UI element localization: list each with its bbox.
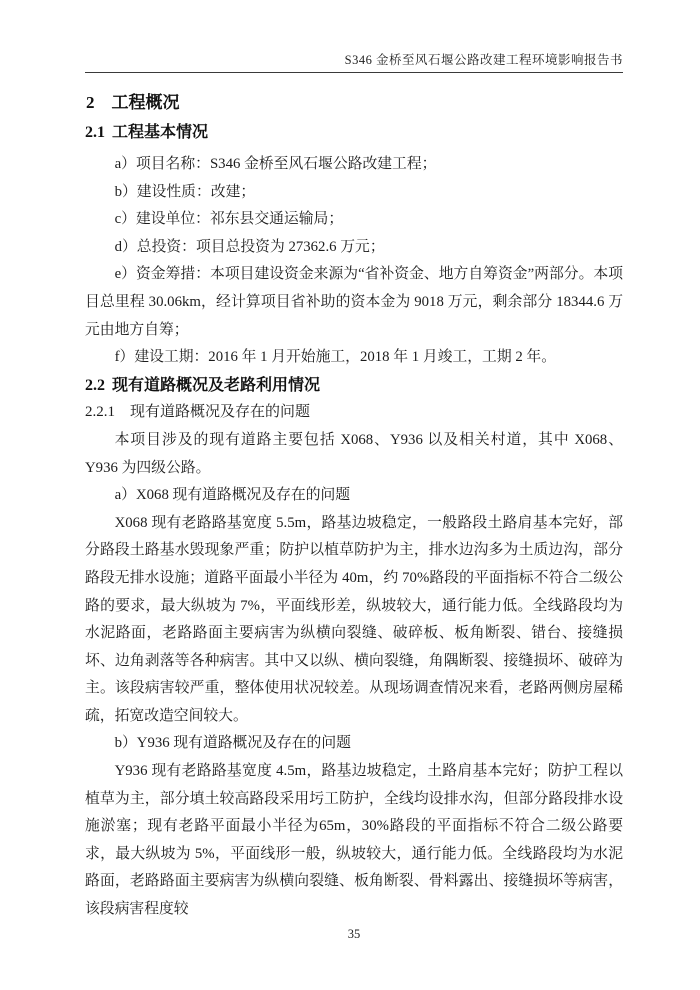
subsection-2-2-1-title: 现有道路概况及存在的问题 xyxy=(130,404,311,421)
section-2-2-title: 现有道路概况及老路利用情况 xyxy=(112,376,321,394)
section-2-1-items xyxy=(85,151,623,372)
list-item-e: e）资金筹措：本项目建设资金来源为“省补资金、地方自筹资金”两部分。本项目总里程 30.06km，经计算项目省补助的资本金为 9018 万元，剩余部分 18344.6 万元由地方自筹； xyxy=(85,266,623,338)
block-b-heading: b）Y936 现有道路概况及存在的问题 xyxy=(114,735,351,752)
section-2-1-number: 2.1 xyxy=(85,124,105,141)
section-2-2-number: 2.2 xyxy=(85,376,105,394)
page-content xyxy=(85,52,623,924)
list-item-f: f）建设工期：2016 年 1 月开始施工，2018 年 1 月竣工，工期 2 年。 xyxy=(114,349,557,366)
running-header xyxy=(85,52,623,73)
block-a-heading: a）X068 现有道路概况及存在的问题 xyxy=(114,487,351,504)
block-b-paragraph: Y936 现有老路路基宽度 4.5m，路基边坡稳定，土路肩基本完好；防护工程以植草为主，部分填土较高路段采用圬工防护，全线均设排水沟，但部分路段排水设施淤塞；现有老路平面最小半径为65m，30%路段的平面指标不符合二级公路要求，最大纵坡为 5%，平面线形一般，纵坡较大，通行能力低。全线路段均为水泥路面，老路路面主要病害为纵横向裂缝、板角断裂、骨料露出、接缝损坏等病害，该段病害程度较 xyxy=(85,763,623,918)
chapter-title: 工程概况 xyxy=(111,93,180,112)
subsection-2-2-1-heading xyxy=(85,399,623,427)
block-a-paragraph: X068 现有老路路基宽度 5.5m，路基边坡稳定，一般路段土路肩基本完好，部分路段土路基水毁现象严重；防护以植草防护为主，排水边沟多为土质边沟，部分路段无排水设施；道路平面最小半径为 40m，约 70%路段的平面指标不符合二级公路的要求，最大纵坡为 7%，平面线形差，纵坡较大，通行能力低。全线路段均为水泥路面，老路路面主要病害为纵横向裂缝、破碎板、板角断裂、错台、接缝损坏、边角剥落等各种病害。其中又以纵、横向裂缝，角隅断裂、接缝损坏、破碎为主。该段病害较严重，整体使用状况较差。从现场调查情况来看，老路两侧房屋稀疏，拓宽改造空间较大。 xyxy=(85,514,623,724)
list-item-c: c）建设单位：祁东县交通运输局； xyxy=(114,211,344,228)
list-item-b: b）建设性质：改建； xyxy=(114,183,256,200)
page-number: 35 xyxy=(347,927,361,941)
section-2-2-heading xyxy=(85,372,623,400)
chapter-heading xyxy=(86,91,623,114)
subsection-2-2-1-number: 2.2.1 xyxy=(85,404,115,421)
subsection-intro-paragraph: 本项目涉及的现有道路主要包括 X068、Y936 以及相关村道，其中 X068、Y936 为四级公路。 xyxy=(85,431,623,476)
page-footer xyxy=(85,927,623,942)
list-item-a: a）项目名称：S346 金桥至风石堰公路改建工程； xyxy=(114,156,437,172)
chapter-number: 2 xyxy=(86,93,95,112)
section-2-1-heading xyxy=(85,121,623,145)
running-header-title: S346 金桥至风石堰公路改建工程环境影响报告书 xyxy=(344,53,623,67)
list-item-d: d）总投资：项目总投资为 27362.6 万元； xyxy=(114,238,385,255)
section-2-1-title: 工程基本情况 xyxy=(112,124,209,141)
